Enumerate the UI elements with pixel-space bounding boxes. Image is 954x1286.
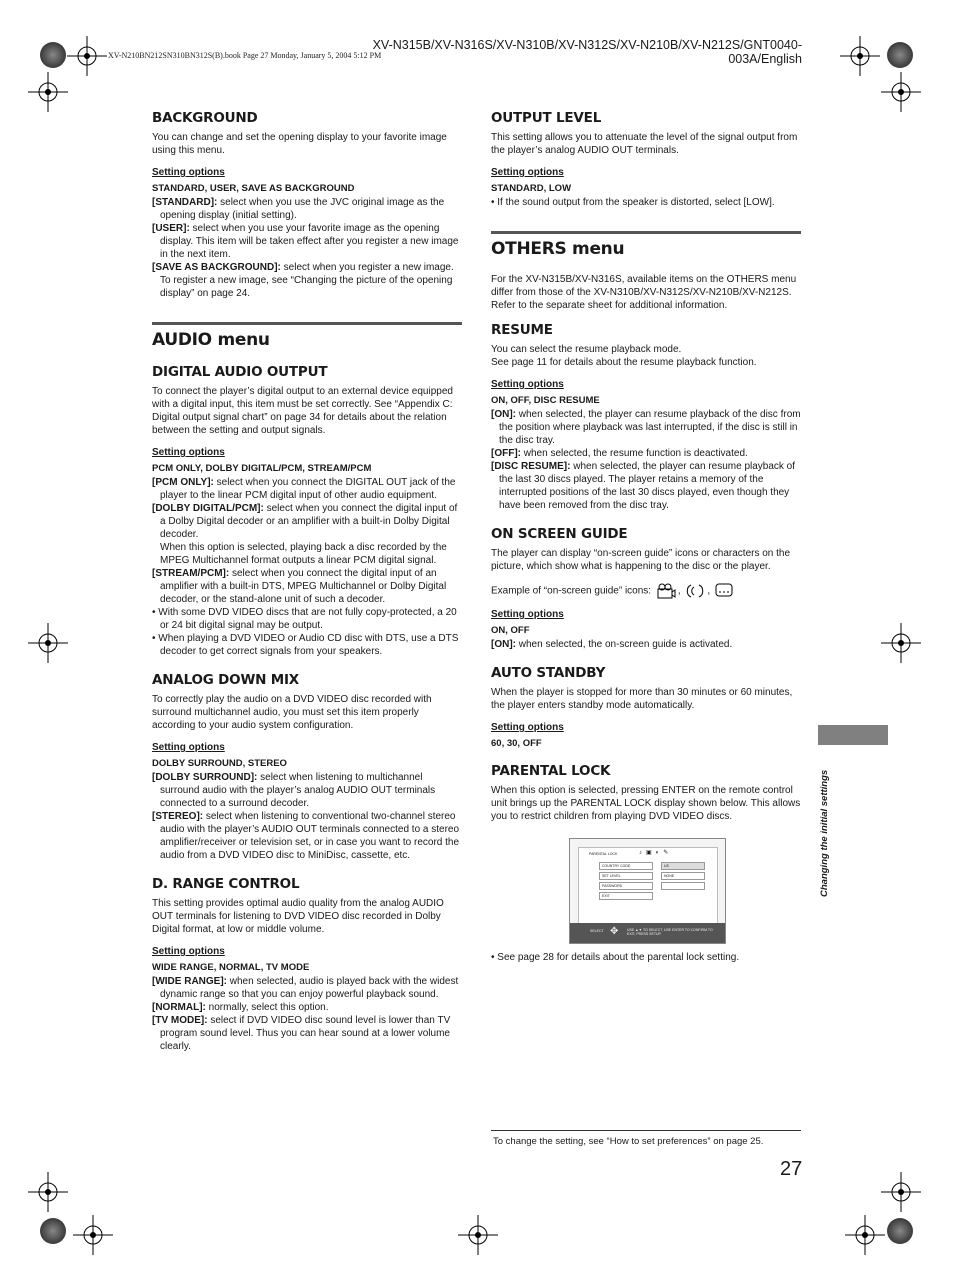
registration-mark-icon bbox=[28, 1172, 68, 1212]
auto-standby-heading: AUTO STANDBY bbox=[491, 665, 606, 681]
option-key: [SAVE AS BACKGROUND]: bbox=[152, 262, 281, 273]
camera-angle-icon bbox=[656, 583, 676, 599]
setting-options-label: Setting options bbox=[152, 742, 225, 753]
option-key: [STEREO]: bbox=[152, 811, 204, 822]
setting-options-label: Setting options bbox=[491, 379, 564, 390]
osd-value: US bbox=[661, 862, 705, 870]
background-section bbox=[152, 110, 462, 300]
resume-heading: RESUME bbox=[491, 322, 553, 338]
output-level-section bbox=[491, 110, 801, 209]
setting-values: DOLBY SURROUND, STEREO bbox=[152, 758, 287, 769]
option-key: [NORMAL]: bbox=[152, 1002, 206, 1013]
setting-values: STANDARD, LOW bbox=[491, 183, 572, 194]
option-text: select when you register a new image. To register a new image, see “Changing the picture of the opening display” on page 24. bbox=[160, 262, 454, 299]
digital-audio-output-section bbox=[152, 364, 462, 658]
standby-intro: When the player is stopped for more than 30 minutes or 60 minutes, the player enters standby mode automatically. bbox=[491, 687, 793, 711]
setting-options-label: Setting options bbox=[152, 447, 225, 458]
registration-mark-icon bbox=[73, 1215, 113, 1255]
setting-options-label: Setting options bbox=[491, 722, 564, 733]
analog-down-mix-heading: ANALOG DOWN MIX bbox=[152, 672, 300, 688]
option-key: [ON]: bbox=[491, 639, 516, 650]
parental-intro: When this option is selected, pressing ENTER on the remote control unit brings up the PARENTAL LOCK display shown below. This allows you to restrict children from playing DVD VIDEO discs. bbox=[491, 785, 801, 822]
color-target-icon bbox=[40, 42, 66, 68]
registration-mark-icon bbox=[67, 36, 107, 76]
digital-audio-output-heading: DIGITAL AUDIO OUTPUT bbox=[152, 364, 328, 380]
book-file-line: XV-N210BN212SN310BN312S(B).book Page 27 Monday, January 5, 2004 5:12 PM bbox=[108, 51, 382, 60]
color-target-icon bbox=[887, 1218, 913, 1244]
option-item bbox=[152, 1014, 462, 1053]
parental-lock-screen-image bbox=[569, 838, 726, 944]
option-key: [DOLBY SURROUND]: bbox=[152, 772, 258, 783]
option-text: select if DVD VIDEO disc sound level is lower than TV program sound level. Thus you can hear sound at a lower volume clearly. bbox=[160, 1015, 451, 1052]
audio-icon bbox=[685, 583, 705, 599]
setting-options-label: Setting options bbox=[491, 167, 564, 178]
option-text: select when you connect the DIGITAL OUT jack of the player to the linear PCM digital input of other audio equipment. bbox=[160, 477, 456, 501]
note-bullet: • With some DVD VIDEO discs that are not fully copy-protected, a 20 or 24 bit digital signal may be output. bbox=[152, 607, 457, 631]
audio-menu-heading: AUDIO menu bbox=[152, 322, 462, 350]
option-text: select when you use the JVC original image as the opening display (initial setting). bbox=[160, 197, 445, 221]
option-text: when selected, audio is played back with the widest dynamic range so that you can enjoy powerful playback sound. bbox=[160, 976, 459, 1000]
on-screen-guide-heading: ON SCREEN GUIDE bbox=[491, 526, 628, 542]
setting-options-label: Setting options bbox=[152, 946, 225, 957]
chapter-side-tab bbox=[818, 725, 888, 745]
option-key: [ON]: bbox=[491, 409, 516, 420]
setting-values: STANDARD, USER, SAVE AS BACKGROUND bbox=[152, 183, 355, 194]
option-text: select when listening to conventional two-channel stereo audio with the player’s AUDIO OUT terminals connected to a stereo amplifier/receiver or television set, or in case you want to record the audio from a DVD VIDEO disc to MiniDisc, cassette, etc. bbox=[160, 811, 460, 861]
option-text: when selected, the resume function is deactivated. bbox=[521, 448, 748, 459]
color-target-icon bbox=[40, 1218, 66, 1244]
setting-options-label: Setting options bbox=[491, 609, 564, 620]
option-extra: When this option is selected, playing back a disc recorded by the MPEG Multichannel format outputs a linear PCM digital signal. bbox=[160, 542, 447, 566]
osd-value bbox=[661, 882, 705, 890]
option-text: select when you connect the digital input of a Dolby Digital decoder or an amplifier with a built-in Dolby Digital decoder. bbox=[160, 503, 458, 540]
setting-options-label: Setting options bbox=[152, 167, 225, 178]
auto-standby-section bbox=[491, 665, 801, 749]
option-key: [WIDE RANGE]: bbox=[152, 976, 227, 987]
option-item bbox=[152, 567, 462, 606]
color-target-icon bbox=[887, 42, 913, 68]
footer-note: To change the setting, see “How to set preferences” on page 25. bbox=[493, 1136, 764, 1147]
osd-bar-left: SELECT bbox=[590, 929, 604, 933]
analog-down-mix-section bbox=[152, 672, 462, 862]
chapter-side-label bbox=[819, 757, 833, 897]
option-text: select when you use your favorite image as the opening display. This item will be taken effect after you register a new image in the next item. bbox=[160, 223, 459, 260]
drange-intro: This setting provides optimal audio quality from the analog AUDIO OUT terminals for listening to DVD VIDEO disc recorded in Dolby Digital format, at low or middle volume. bbox=[152, 898, 444, 935]
osd-row: COUNTRY CODE bbox=[599, 862, 653, 870]
registration-mark-icon bbox=[881, 72, 921, 112]
option-key: [PCM ONLY]: bbox=[152, 477, 214, 488]
osd-menu-icons: ♪▣◐✎ bbox=[639, 850, 673, 856]
resume-section bbox=[491, 322, 801, 512]
option-item bbox=[152, 771, 462, 810]
analog-intro: To correctly play the audio on a DVD VIDEO disc recorded with surround multichannel audio, you must set this item properly according to your audio system configuration. bbox=[152, 694, 432, 731]
option-key: [STREAM/PCM]: bbox=[152, 568, 230, 579]
option-item bbox=[152, 196, 462, 222]
d-range-control-section bbox=[152, 876, 462, 1053]
option-key: [DOLBY DIGITAL/PCM]: bbox=[152, 503, 264, 514]
right-column bbox=[491, 110, 801, 837]
option-key: [TV MODE]: bbox=[152, 1015, 208, 1026]
osd-status-bar bbox=[570, 923, 725, 943]
on-screen-guide-section bbox=[491, 526, 801, 651]
registration-mark-icon bbox=[881, 623, 921, 663]
registration-mark-icon bbox=[28, 623, 68, 663]
left-column bbox=[152, 110, 462, 1067]
registration-mark-icon bbox=[840, 36, 880, 76]
output-level-heading: OUTPUT LEVEL bbox=[491, 110, 602, 126]
setting-values: PCM ONLY, DOLBY DIGITAL/PCM, STREAM/PCM bbox=[152, 463, 372, 474]
note-bullet: • If the sound output from the speaker is distorted, select [LOW]. bbox=[491, 197, 775, 208]
osg-intro: The player can display “on-screen guide” icons or characters on the picture, which show what is happening to the disc or the player. bbox=[491, 548, 791, 572]
page-number: 27 bbox=[780, 1158, 803, 1180]
registration-mark-icon bbox=[458, 1215, 498, 1255]
background-heading: BACKGROUND bbox=[152, 110, 258, 126]
parental-lock-section bbox=[491, 763, 801, 823]
dpad-icon: ✥ bbox=[610, 926, 619, 937]
background-intro: You can change and set the opening display to your favorite image using this menu. bbox=[152, 132, 447, 156]
setting-values: ON, OFF, DISC RESUME bbox=[491, 395, 600, 406]
option-item bbox=[152, 502, 462, 541]
registration-mark-icon bbox=[28, 72, 68, 112]
others-intro: For the XV-N315B/XV-N316S, available items on the OTHERS menu differ from those of the XV-N310B/XV-N312S/XV-N210B/XV-N212S. Refer to the separate sheet for additional information. bbox=[491, 274, 797, 311]
option-key: [USER]: bbox=[152, 223, 190, 234]
others-menu-heading: OTHERS menu bbox=[491, 231, 801, 259]
option-text: when selected, the player can resume playback of the disc from the position where playback was last interrupted, if the disc is still in the disc tray. bbox=[499, 409, 801, 446]
option-text: select when you connect the digital input of an amplifier with a built-in DTS, MPEG Multichannel or Dolby Digital decoder, or the stand-alone unit of such a decoder. bbox=[160, 568, 447, 605]
registration-mark-icon bbox=[845, 1215, 885, 1255]
option-text: when selected, the player can resume playback of the last 30 discs played. The player retains a memory of the interrupted positions of the last 30 discs played, even though they have been removed from the disc tray. bbox=[499, 461, 796, 511]
option-item bbox=[152, 222, 462, 261]
option-item bbox=[491, 408, 801, 447]
icon-separator: , bbox=[677, 585, 681, 597]
subtitle-icon bbox=[715, 583, 733, 599]
option-key: [OFF]: bbox=[491, 448, 521, 459]
osg-example bbox=[491, 583, 801, 599]
osd-row: PASSWORD bbox=[599, 882, 653, 890]
icon-separator: , bbox=[707, 585, 711, 597]
option-text: when selected, the on-screen guide is activated. bbox=[516, 639, 733, 650]
chapter-side-label-text: Changing the initial settings bbox=[819, 769, 830, 897]
osd-panel bbox=[578, 847, 718, 925]
resume-intro: You can select the resume playback mode. bbox=[491, 344, 682, 355]
osd-row: EXIT bbox=[599, 892, 653, 900]
option-key: [STANDARD]: bbox=[152, 197, 218, 208]
header-model-line: XV-N315B/XV-N316S/XV-N310B/XV-N312S/XV-N210B/XV-N212S/GNT0040-003A/English bbox=[372, 38, 802, 66]
resume-intro: See page 11 for details about the resume playback function. bbox=[491, 357, 757, 368]
note-bullet: • When playing a DVD VIDEO or Audio CD disc with DTS, use a DTS decoder to get correct signals from your speakers. bbox=[152, 633, 459, 657]
setting-values: WIDE RANGE, NORMAL, TV MODE bbox=[152, 962, 310, 973]
option-item bbox=[152, 975, 462, 1001]
footer-divider bbox=[491, 1130, 801, 1131]
option-text: normally, select this option. bbox=[205, 1002, 329, 1013]
setting-values: ON, OFF bbox=[491, 625, 530, 636]
option-item bbox=[152, 476, 462, 502]
option-text: select when listening to multichannel surround audio with the player’s analog AUDIO OUT terminals connected to a surround decoder. bbox=[160, 772, 436, 809]
option-item bbox=[491, 447, 801, 460]
digital-intro: To connect the player’s digital output to an external device equipped with a digital input, this item must be set correctly. See “Appendix C: Digital output signal chart” on page 34 for details about the relation between the setting and output signals. bbox=[152, 386, 453, 436]
option-item bbox=[152, 810, 462, 862]
option-item bbox=[491, 638, 801, 651]
osd-title: PARENTAL LOCK bbox=[589, 852, 618, 856]
output-intro: This setting allows you to attenuate the level of the signal output from the player’s analog AUDIO OUT terminals. bbox=[491, 132, 798, 156]
osd-bar-text: USE ▲▼ TO SELECT, USE ENTER TO CONFIRM TO EXIT, PRESS SETUP. bbox=[627, 928, 713, 936]
option-item bbox=[152, 1001, 462, 1014]
d-range-control-heading: D. RANGE CONTROL bbox=[152, 876, 300, 892]
registration-mark-icon bbox=[881, 1172, 921, 1212]
parental-note-block bbox=[491, 951, 801, 964]
parental-lock-heading: PARENTAL LOCK bbox=[491, 763, 611, 779]
osd-value: NONE bbox=[661, 872, 705, 880]
osg-example-text: Example of “on-screen guide” icons: bbox=[491, 585, 654, 597]
option-item bbox=[152, 261, 462, 300]
option-item bbox=[491, 460, 801, 512]
osd-row: SET LEVEL bbox=[599, 872, 653, 880]
note-bullet: • See page 28 for details about the parental lock setting. bbox=[491, 952, 740, 963]
option-key: [DISC RESUME]: bbox=[491, 461, 571, 472]
setting-values: 60, 30, OFF bbox=[491, 738, 542, 749]
